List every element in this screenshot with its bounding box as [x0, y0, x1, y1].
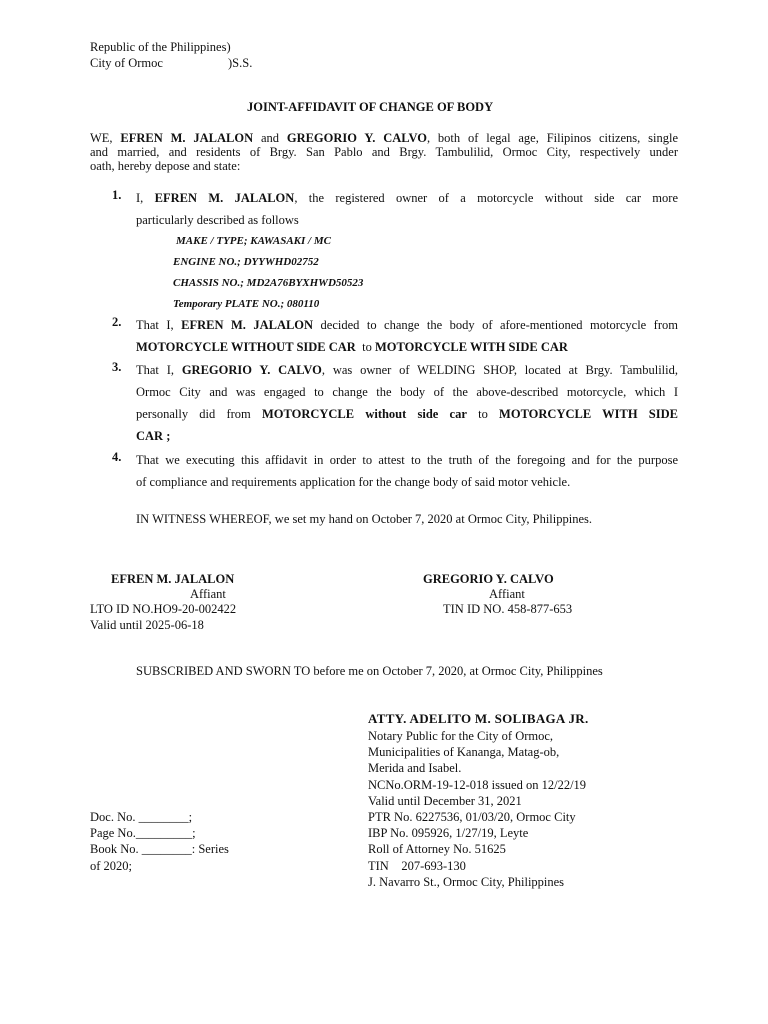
notary-line: Roll of Attorney No. 51625	[368, 842, 506, 857]
item-3-number: 3.	[112, 360, 122, 374]
item-1-line-1: I, EFREN M. JALALON, the registered owner of a motorcycle without side car more	[136, 191, 678, 205]
doc-number: Doc. No. ________;	[90, 810, 193, 824]
notary-line: Merida and Isabel.	[368, 761, 462, 776]
item-3-line-2: Ormoc City and was engaged to change the body of the above-described motorcycle, which I	[136, 385, 678, 399]
intro-paragraph	[90, 131, 678, 173]
item-3-text	[136, 359, 678, 447]
page-number: Page No._________;	[90, 826, 196, 841]
item-4-line-2: of compliance and requirements application for the change body of said motor vehicle.	[136, 475, 571, 489]
intro-line-3: oath, hereby depose and state:	[90, 159, 241, 173]
affiant-2-id: TIN ID NO. 458-877-653	[443, 602, 573, 616]
doc-info	[90, 809, 229, 874]
vehicle-plate: Temporary PLATE NO.; 080110	[173, 298, 320, 310]
item-4-line-1: That we executing this affidavit in order to attest to the truth of the foregoing and for the purpose	[136, 453, 678, 467]
venue-republic: Republic of the Philippines)	[90, 40, 231, 54]
witness-clause: IN WITNESS WHEREOF, we set my hand on October 7, 2020 at Ormoc City, Philippines.	[136, 512, 593, 526]
intro-line-1: WE, EFREN M. JALALON and GREGORIO Y. CALVO, both of legal age, Filipinos citizens, single	[90, 131, 678, 145]
affiant-1-name: EFREN M. JALALON	[111, 572, 235, 586]
notary-line: Notary Public for the City of Ormoc,	[368, 729, 554, 743]
venue-city: City of Ormoc	[90, 56, 163, 70]
notary-details	[368, 728, 586, 890]
item-3-line-1: That I, GREGORIO Y. CALVO, was owner of WELDING SHOP, located at Brgy. Tambulilid,	[136, 363, 678, 377]
notary-line: NCNo.ORM-19-12-018 issued on 12/22/19	[368, 777, 587, 792]
series-year: of 2020;	[90, 858, 133, 873]
notary-line: TIN 207-693-130	[368, 858, 466, 873]
item-1-text	[136, 187, 678, 231]
affiant-1-valid: Valid until 2025-06-18	[90, 618, 204, 632]
notary-line: PTR No. 6227536, 01/03/20, Ormoc City	[368, 810, 576, 825]
item-4-number: 4.	[112, 450, 122, 464]
affiant-1-id: LTO ID NO.HO9-20-002422	[90, 602, 237, 616]
affiant-1-role: Affiant	[190, 587, 226, 601]
affiant-2-name: GREGORIO Y. CALVO	[423, 572, 554, 586]
notary-line: IBP No. 095926, 1/27/19, Leyte	[368, 826, 529, 841]
item-2-line-1: That I, EFREN M. JALALON decided to change the body of afore-mentioned motorcycle from	[136, 318, 678, 332]
notary-line: J. Navarro St., Ormoc City, Philippines	[368, 874, 565, 889]
item-4-text	[136, 449, 678, 493]
item-1-number: 1.	[112, 188, 122, 202]
item-2-number: 2.	[112, 315, 122, 329]
intro-line-2: and married, and residents of Brgy. San Pablo and Brgy. Tambulilid, Ormoc City, respectively under	[90, 145, 678, 159]
document-title: JOINT-AFFIDAVIT OF CHANGE OF BODY	[247, 100, 494, 114]
notary-name: ATTY. ADELITO M. SOLIBAGA JR.	[368, 711, 589, 726]
affiant-2-role: Affiant	[489, 587, 525, 601]
sworn-statement: SUBSCRIBED AND SWORN TO before me on October 7, 2020, at Ormoc City, Philippines	[136, 664, 603, 678]
item-3-line-4: CAR ;	[136, 429, 171, 443]
vehicle-make: MAKE / TYPE; KAWASAKI / MC	[176, 235, 331, 247]
vehicle-chassis: CHASSIS NO.; MD2A76BYXHWD50523	[173, 277, 364, 289]
item-2-line-2: MOTORCYCLE WITHOUT SIDE CAR to MOTORCYCLE WITH SIDE CAR	[136, 340, 568, 354]
item-2-text	[136, 314, 678, 358]
venue-ss: )S.S.	[228, 56, 253, 70]
book-number: Book No. ________: Series	[90, 842, 229, 857]
item-3-line-3: personally did from MOTORCYCLE without side car to MOTORCYCLE WITH SIDE	[136, 407, 678, 421]
notary-line: Valid until December 31, 2021	[368, 793, 522, 808]
notary-line: Municipalities of Kananga, Matag-ob,	[368, 745, 560, 760]
item-1-line-2: particularly described as follows	[136, 213, 299, 227]
vehicle-engine: ENGINE NO.; DYYWHD02752	[173, 256, 319, 268]
